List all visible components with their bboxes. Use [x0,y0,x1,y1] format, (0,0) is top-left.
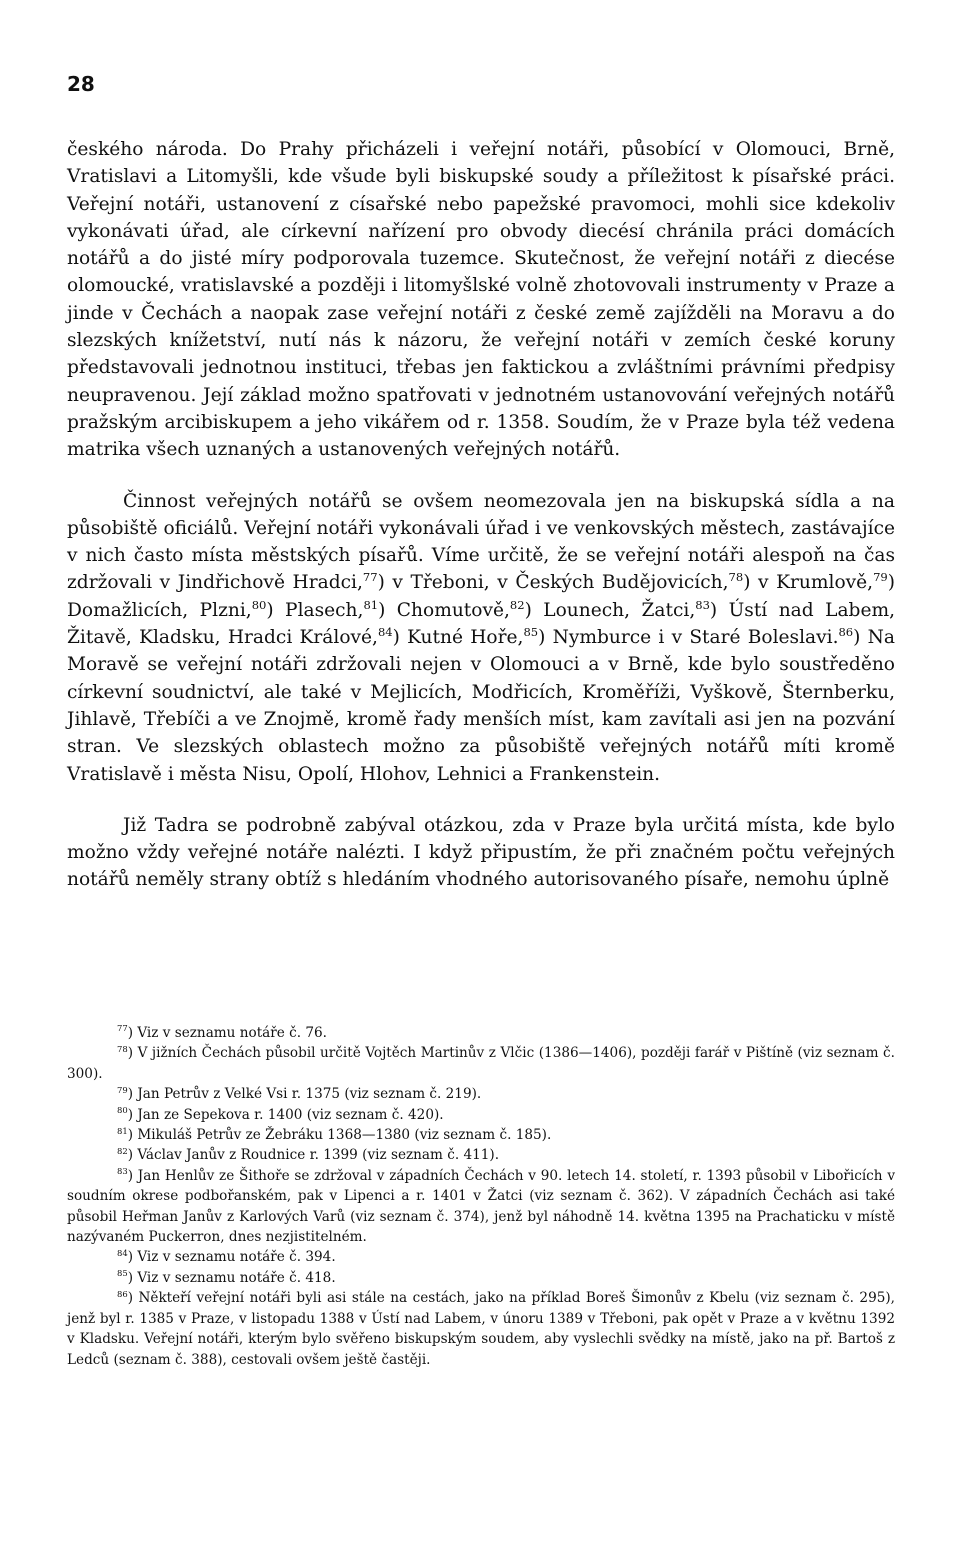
footnote-text: ) V jižních Čechách působil určitě Vojtěch Martinův z Vlčic (1386—1406), později farář v Pištíně (viz seznam č. 300). [67,1045,895,1082]
footnote-ref: 86 [838,624,854,639]
footnote-ref: 84 [377,624,393,639]
footnote-ref: 80 [251,597,267,612]
footnote: $^{78}$) V jižních Čechách působil určitě Vojtěch Martinův z Vlčic (1386—1406), později farář v Pištíně (viz seznam č. 300). [67,1043,895,1082]
footnote-text: ) Viz v seznamu notáře č. 418. [127,1269,336,1286]
text-run: ) v Krumlově, [743,572,874,594]
text-run: Činnost veřejných notářů se ovšem neomezovala jen na biskupská sídla a na působiště oficiálů. Veřejní notáři vykonávali úřad i ve venkovských městech, zastávajíce v nich často místa městských písařů. Víme určitě, že se veřejní notáři alespoň na čas zdržovali v Jindřichově Hradci, [67,490,895,594]
footnote-ref: 82 [509,597,525,612]
footnote: $^{80}$) Jan ze Sepekova r. 1400 (viz seznam č. 420). [117,1105,444,1123]
footnote-ref: 81 [363,597,379,612]
footnote: $^{86}$) Někteří veřejní notáři byli asi stále na cestách, jako na příklad Boreš Šimonův z Kbelu (viz seznam č. 295), jenž byl r. 1385 v Praze, v listopadu 1388 v Ústí nad Labem, v únoru 1389 v Třeboni, pak opět v Praze a v květnu 1392 v Kladsku. Veřejní notáři, kterým bylo svěřeno biskupským soudem, aby vyslechli svědky na místě, jako na př. Bartoš z Ledců (seznam č. 388), cestovali ovšem ještě častěji. [67,1288,895,1368]
text-run: Již Tadra se podrobně zabýval otázkou, zda v Praze byla určitá místa, kde bylo možno vždy veřejné notáře nalézti. I když připustím, že při značném počtu veřejných notářů neměly strany obtíž s hledáním vhodného autorisovaného písaře, nemohu úplně [67,814,895,891]
footnote-text: ) Někteří veřejní notáři byli asi stále na cestách, jako na příklad Boreš Šimonův z Kbelu (viz seznam č. 295), jenž byl r. 1385 v Praze, v listopadu 1388 v Ústí nad Labem, v únoru 1389 v Třeboni, pak opět v Praze a v květnu 1392 v Kladsku. Veřejní notáři, kterým bylo svěřeno biskupským soudem, aby vyslechli svědky na místě, jako na př. Bartoš z Ledců (seznam č. 388), cestovali ovšem ještě častěji. [67,1290,895,1368]
footnote-text: ) Mikuláš Petrův ze Žebráku 1368—1380 (viz seznam č. 185). [127,1127,552,1144]
body-text [67,136,895,894]
text-run: ) v Třeboni, v Českých Budějovicích, [377,572,729,594]
footnote-text: ) Jan Petrův z Velké Vsi r. 1375 (viz seznam č. 219). [127,1086,482,1103]
text-run: ) Domažlicích, Plzni, [67,572,896,621]
footnote-text: ) Jan Henlův ze Šithoře se zdržoval v západních Čechách v 90. letech 14. století, r. 1393 působil v Libořicích v soudním okrese podbořanském, pak v Lipenci a r. 1401 v Žatci (viz seznam č. 362). V západních Čechách asi také působil Heřman Janův z Karlových Varů (viz seznam č. 374), jenž byl náhodně 14. května 1395 na Prachaticku v místě nazývaném Puckerron, dnes nezjistitelném. [67,1167,895,1246]
footnote-text: ) Václav Janův z Roudnice r. 1399 (viz seznam č. 411). [127,1147,500,1164]
page-number: 28 [67,72,95,96]
footnote: $^{81}$) Mikuláš Petrův ze Žebráku 1368—1380 (viz seznam č. 185). [117,1125,552,1144]
text-run: ) Ústí nad Labem, Žitavě, Kladsku, Hradci Králové, [67,599,895,649]
footnote: $^{82}$) Václav Janův z Roudnice r. 1399 (viz seznam č. 411). [117,1145,500,1164]
paragraph [67,488,895,788]
footnote-ref: 77 [362,570,378,585]
text-run: ) Plasech, [266,599,364,621]
footnote: $^{77}$) Viz v seznamu notáře č. 76. [117,1023,328,1041]
paragraph [67,812,895,894]
text-run: ) Chomutově, [378,599,510,621]
footnote-text: ) Viz v seznamu notáře č. 394. [127,1249,336,1266]
footnote: $^{84}$) Viz v seznamu notáře č. 394. [117,1247,336,1266]
footnote-ref: 78 [728,570,744,585]
footnote-ref: 83 [695,597,710,612]
text-run: českého národa. Do Prahy přicházeli i veřejní notáři, působící v Olomouci, Brně, Vratislavi a Litomyšli, kde všude byli biskupské soudy a příležitost k písařské práci. Veřejní notáři, ustanovení z císařské nebo papežské pravomoci, mohli sice kdekoliv vykonávati úřad, ale církevní nařízení pro obvody diecésí chránila práci domácích notářů a do jisté míry podporovala tuzemce. Skutečnost, že veřejní notáři z diecése olomoucké, vratislavské a později i litomyšlské volně zhotovovali instrumenty v Praze a jinde v Čechách a naopak zase veřejní notáři z české země zajížděli na Moravu a do slezských knížetství, nutí nás k názoru, že veřejní notáři v zemích české koruny představovali jednotnou instituci, třebas jen faktickou a zvláštními právními předpisy neupravenou. Její základ možno spatřovati v jednotném ustanovování veřejných notářů pražským arcibiskupem a jeho vikářem od r. 1358. Soudím, že v Praze byla též vedena matrika všech uznaných a ustanovených veřejných notářů. [67,139,895,461]
text-run: ) Na Moravě se veřejní notáři zdržovali nejen v Olomouci a v Brně, kde bylo soustředěno církevní soudnictví, ale také v Mejlicích, Modřicích, Kroměříži, Vyškově, Šternberku, Jihlavě, Třebíči a ve Znojmě, kromě řady menších míst, kam zavítali asi jen na pozvání stran. Ve slezských oblastech možno za působiště veřejných notářů míti kromě Vratislavě i města Nisu, Opolí, Hlohov, Lehnici a Frankenstein. [67,627,895,785]
text-run: ) Lounech, Žatci, [524,599,696,621]
footnotes [67,1023,895,1370]
text-run: ) Nymburce i v Staré Boleslavi. [538,627,839,649]
footnote: $^{85}$) Viz v seznamu notáře č. 418. [117,1268,336,1286]
footnote-ref: 85 [523,624,539,639]
footnote: $^{83}$) Jan Henlův ze Šithoře se zdržoval v západních Čechách v 90. letech 14. století, r. 1393 působil v Libořicích v soudním okrese podbořanském, pak v Lipenci a r. 1401 v Žatci (viz seznam č. 362). V západních Čechách asi také působil Heřman Janův z Karlových Varů (viz seznam č. 374), jenž byl náhodně 14. května 1395 na Prachaticku v místě nazývaném Puckerron, dnes nezjistitelném. [67,1166,895,1246]
footnote-text: ) Jan ze Sepekova r. 1400 (viz seznam č. 420). [127,1106,444,1123]
text-run: ) Kutné Hoře, [392,627,524,649]
footnote-ref: 79 [873,570,888,585]
footnote: $^{79}$) Jan Petrův z Velké Vsi r. 1375 (viz seznam č. 219). [117,1084,482,1103]
paragraph [67,136,895,464]
footnote-text: ) Viz v seznamu notáře č. 76. [127,1025,328,1041]
